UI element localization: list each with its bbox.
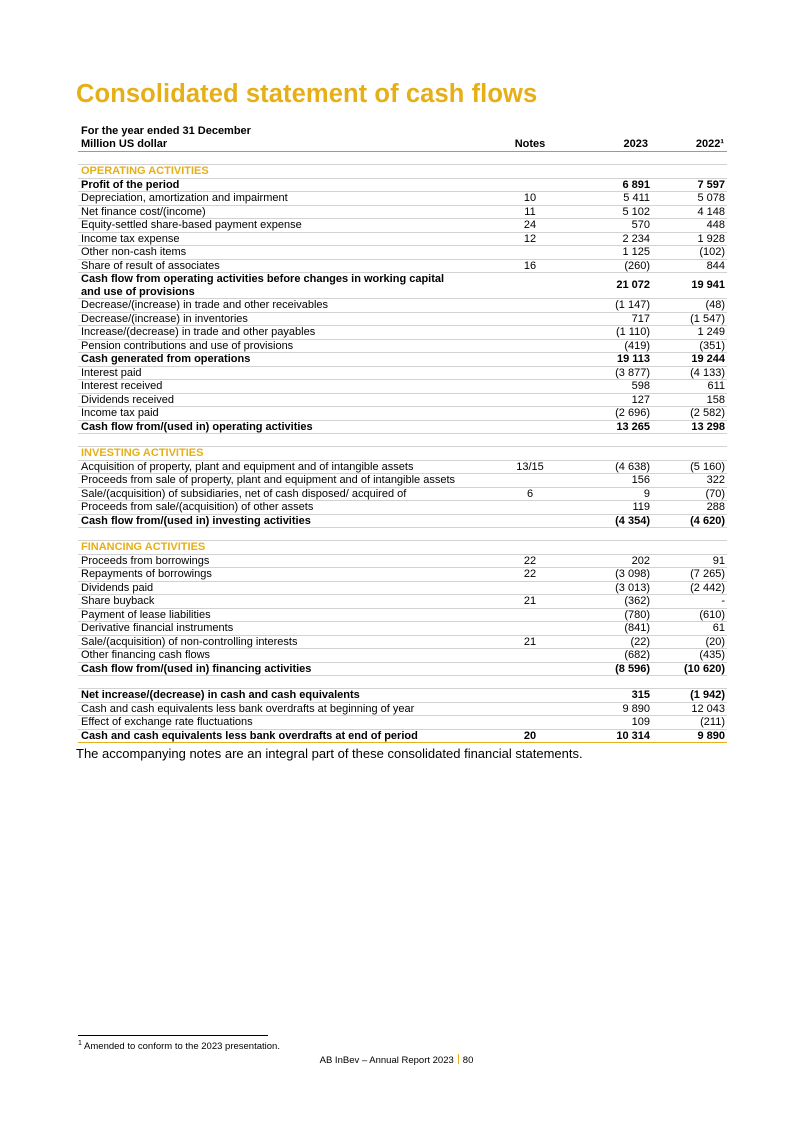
row-label: Interest paid <box>81 366 142 379</box>
table-row <box>78 353 727 367</box>
value-2022: 448 <box>706 219 725 231</box>
row-label: Increase/(decrease) in trade and other payables <box>81 326 316 338</box>
value-2022: 4 148 <box>697 205 725 218</box>
value-2022: (5 160) <box>690 460 725 473</box>
row-label: Derivative financial instruments <box>81 622 234 634</box>
value-2023: (682) <box>624 649 650 661</box>
value-2023: 19 113 <box>616 353 650 365</box>
footnote <box>78 1040 280 1052</box>
table-row <box>78 716 727 730</box>
row-label: Cash and cash equivalents less bank overdrafts at end of period <box>81 729 418 742</box>
row-label: Income tax expense <box>81 232 180 245</box>
value-2022: (70) <box>705 487 725 500</box>
row-label: Sale/(acquisition) of non-controlling interests <box>81 635 298 648</box>
value-2022: 5 078 <box>697 192 725 204</box>
row-label: Depreciation, amortization and impairment <box>81 192 288 204</box>
row-label: Interest received <box>81 380 163 392</box>
table-row <box>78 555 727 569</box>
value-2023: 315 <box>631 689 650 701</box>
row-label: Proceeds from borrowings <box>81 554 210 567</box>
value-2023: 717 <box>631 312 650 325</box>
value-2023: 13 265 <box>616 420 650 433</box>
value-2023: 10 314 <box>616 729 650 742</box>
value-2022: 1 249 <box>697 326 725 338</box>
spacer-row <box>78 152 727 165</box>
value-2023: 109 <box>631 716 650 728</box>
row-label: Proceeds from sale of property, plant and equipment and of intangible assets <box>81 474 456 486</box>
row-label: Net finance cost/(income) <box>81 205 206 218</box>
row-label: Other non-cash items <box>81 246 187 258</box>
row-label: Cash flow from/(used in) financing activities <box>81 662 312 675</box>
value-2023: 6 891 <box>622 178 650 191</box>
table-row <box>78 380 727 394</box>
value-2023: (2 696) <box>615 407 650 419</box>
table-row <box>78 689 727 703</box>
value-2022: (10 620) <box>684 662 725 675</box>
value-2023: (4 638) <box>615 460 650 473</box>
table-row <box>78 595 727 609</box>
value-2023: (3 877) <box>615 366 650 379</box>
value-2022: 158 <box>706 393 725 406</box>
row-note: 12 <box>523 232 537 245</box>
table-row <box>78 326 727 340</box>
table-row <box>78 313 727 327</box>
value-2023: 9 890 <box>622 702 650 715</box>
row-note: 21 <box>523 635 537 648</box>
value-2023: (841) <box>624 622 650 634</box>
table-row <box>78 622 727 636</box>
value-2023: (3 013) <box>615 581 650 594</box>
table-row <box>78 299 727 313</box>
table-row <box>78 649 727 663</box>
value-2023: (8 596) <box>615 662 650 675</box>
value-2023: (362) <box>624 595 650 607</box>
row-label: Dividends paid <box>81 581 154 594</box>
value-2022: 12 043 <box>691 702 725 715</box>
value-2022: 13 298 <box>691 420 725 433</box>
row-label: Income tax paid <box>81 407 159 419</box>
row-label: Acquisition of property, plant and equipment and of intangible assets <box>81 460 414 473</box>
value-2022: 611 <box>707 380 725 392</box>
value-2023: (22) <box>630 635 650 648</box>
value-2023: (3 098) <box>615 568 650 580</box>
row-label: Dividends received <box>81 393 174 406</box>
row-note: 24 <box>523 219 537 231</box>
row-label: Cash flow from/(used in) investing activities <box>81 514 311 527</box>
footnote-marker: 1 <box>78 1040 82 1047</box>
value-2022: 1 928 <box>697 232 725 245</box>
value-2023: 119 <box>632 501 650 513</box>
table-row <box>78 568 727 582</box>
value-2022: 91 <box>712 554 725 567</box>
row-label: Net increase/(decrease) in cash and cash equivalents <box>81 689 360 701</box>
value-2023: 127 <box>631 393 650 406</box>
value-2022: (351) <box>699 339 725 352</box>
table-row <box>78 730 727 744</box>
table-row <box>78 206 727 220</box>
value-2022: - <box>721 595 725 607</box>
footnote-divider <box>78 1035 268 1036</box>
value-2023: 5 411 <box>623 192 650 204</box>
row-label: Profit of the period <box>81 178 180 191</box>
value-2022: (1 942) <box>690 689 725 701</box>
table-row <box>78 340 727 354</box>
value-2023: (1 110) <box>615 326 650 338</box>
value-2023: (4 354) <box>615 514 650 527</box>
row-label: Share of result of associates <box>81 259 220 272</box>
value-2022: (4 133) <box>690 366 725 379</box>
row-label: Cash flow from operating activities before changes in working capital and use of provisions <box>81 273 445 298</box>
value-2022: 288 <box>706 501 725 513</box>
value-2023: (780) <box>624 608 650 621</box>
spacer-row <box>78 434 727 447</box>
section-heading <box>78 541 727 555</box>
value-2023: 156 <box>631 474 650 486</box>
row-label: Effect of exchange rate fluctuations <box>81 716 253 728</box>
table-row <box>78 703 727 717</box>
value-2022: 844 <box>706 259 725 272</box>
row-label: Repayments of borrowings <box>81 568 212 580</box>
row-note: 21 <box>523 595 537 607</box>
value-2023: (1 147) <box>615 299 650 311</box>
footer-report-name: AB InBev – Annual Report 2023 <box>319 1055 454 1066</box>
table-row <box>78 609 727 623</box>
table-row <box>78 260 727 274</box>
value-2023: 202 <box>631 554 650 567</box>
value-2022: 19 941 <box>691 279 725 291</box>
table-row <box>78 407 727 421</box>
value-2022: (102) <box>699 246 725 258</box>
row-note: 22 <box>523 568 537 580</box>
table-row <box>78 582 727 596</box>
row-label: Cash and cash equivalents less bank overdrafts at beginning of year <box>81 702 415 715</box>
table-row <box>78 461 727 475</box>
value-2023: 5 102 <box>622 205 650 218</box>
value-2022: 9 890 <box>697 729 725 742</box>
value-2022: (211) <box>700 716 725 728</box>
value-2023: 570 <box>631 219 650 231</box>
page-number: 80 <box>462 1055 474 1066</box>
value-2023: 21 072 <box>616 279 650 291</box>
table-row <box>78 219 727 233</box>
value-2022: (2 582) <box>690 407 725 419</box>
table-row <box>78 474 727 488</box>
row-label: Cash generated from operations <box>81 353 251 365</box>
footnote-text: Amended to conform to the 2023 presentation. <box>84 1041 280 1053</box>
value-2023: (260) <box>624 259 650 272</box>
value-2022: (7 265) <box>690 568 725 580</box>
header-unit: Million US dollar <box>81 138 168 150</box>
row-label: INVESTING ACTIVITIES <box>81 447 204 459</box>
value-2022: 61 <box>712 622 725 634</box>
table-row <box>78 367 727 381</box>
row-label: Decrease/(increase) in trade and other receivables <box>81 299 329 311</box>
value-2022: (4 620) <box>690 514 725 527</box>
row-label: Sale/(acquisition) of subsidiaries, net of cash disposed/ acquired of <box>81 487 407 500</box>
table-row <box>78 488 727 502</box>
value-2022: (610) <box>699 608 725 621</box>
table-row <box>78 273 727 299</box>
table-row <box>78 192 727 206</box>
section-heading <box>78 447 727 461</box>
table-body <box>78 152 727 743</box>
cash-flow-table <box>78 124 727 743</box>
table-row <box>78 233 727 247</box>
table-row <box>78 501 727 515</box>
row-note: 11 <box>524 205 536 218</box>
value-2023: (419) <box>624 339 650 352</box>
row-label: Other financing cash flows <box>81 649 211 661</box>
value-2022: 19 244 <box>691 353 725 365</box>
value-2022: (20) <box>705 635 725 648</box>
table-row <box>78 421 727 435</box>
value-2022: (48) <box>705 299 725 311</box>
spacer-row <box>78 528 727 541</box>
row-note: 16 <box>523 259 537 272</box>
table-row <box>78 515 727 529</box>
table-row <box>78 663 727 677</box>
table-row <box>78 636 727 650</box>
header-period: For the year ended 31 December <box>81 125 251 137</box>
value-2022: 7 597 <box>697 178 725 191</box>
row-label: Cash flow from/(used in) operating activities <box>81 420 313 433</box>
spacer-row <box>78 676 727 689</box>
table-header <box>78 124 727 152</box>
row-note: 13/15 <box>516 460 544 473</box>
row-note: 20 <box>523 729 537 742</box>
value-2023: 9 <box>643 487 650 500</box>
page-footer <box>0 1054 793 1066</box>
value-2022: 322 <box>706 474 725 486</box>
value-2023: 598 <box>631 380 650 392</box>
row-note: 22 <box>523 554 537 567</box>
row-note: 6 <box>526 487 534 500</box>
header-2022: 2022¹ <box>695 138 724 150</box>
value-2023: 2 234 <box>622 232 650 245</box>
table-row <box>78 179 727 193</box>
value-2022: (1 547) <box>690 312 725 325</box>
table-row <box>78 246 727 260</box>
row-label: Payment of lease liabilities <box>81 608 211 621</box>
row-label: Equity-settled share-based payment expense <box>81 219 302 231</box>
row-label: Share buyback <box>81 595 155 607</box>
table-row <box>78 394 727 408</box>
value-2022: (2 442) <box>690 581 725 594</box>
row-label: Proceeds from sale/(acquisition) of other assets <box>81 501 314 513</box>
row-label: FINANCING ACTIVITIES <box>81 541 206 553</box>
page-title: Consolidated statement of cash flows <box>76 80 538 108</box>
header-notes: Notes <box>514 138 546 150</box>
row-note: 10 <box>523 192 537 204</box>
row-label: Decrease/(increase) in inventories <box>81 312 248 325</box>
row-label: Pension contributions and use of provisions <box>81 339 294 352</box>
row-label: OPERATING ACTIVITIES <box>81 165 209 177</box>
value-2023: 1 125 <box>622 246 650 258</box>
footer-separator <box>458 1054 459 1064</box>
header-2023: 2023 <box>623 138 648 150</box>
section-heading <box>78 165 727 179</box>
notes-statement: The accompanying notes are an integral part of these consolidated financial statements. <box>76 746 583 761</box>
value-2022: (435) <box>699 649 725 661</box>
